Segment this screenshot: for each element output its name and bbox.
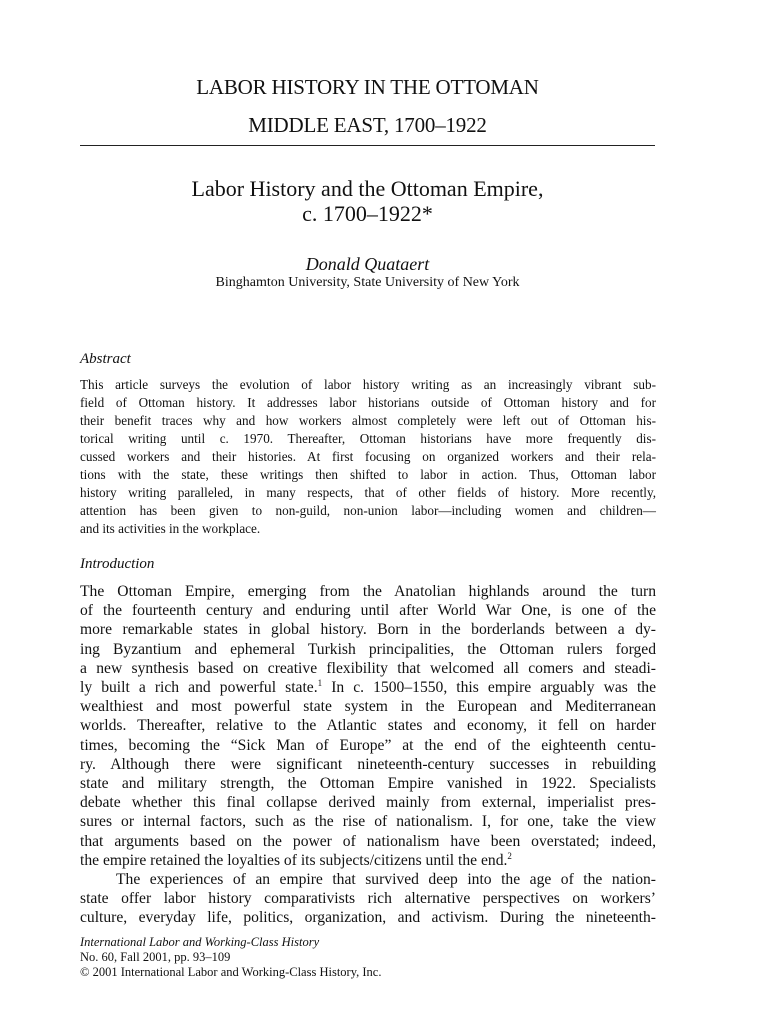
abstract-line: This article surveys the evolution of labor history writing as an increasingly vibrant sub- bbox=[80, 377, 656, 392]
article-title-line-2: c. 1700–1922* bbox=[302, 201, 433, 226]
body-line: The experiences of an empire that survived deep into the age of the nation- bbox=[116, 871, 656, 889]
abstract-line: their benefit traces why and how workers almost completely were left out of Ottoman his- bbox=[80, 413, 656, 428]
abstract-line: torical writing until c. 1970. Thereafter, Ottoman historians have more frequently dis- bbox=[80, 431, 656, 446]
body-line: state and military strength, the Ottoman Empire vanished in 1922. Specialists bbox=[80, 775, 656, 793]
article-title bbox=[80, 176, 655, 226]
article-title-line-1: Labor History and the Ottoman Empire, bbox=[191, 176, 544, 201]
introduction-body bbox=[80, 582, 656, 928]
body-line-text: In c. 1500–1550, this empire arguably was the bbox=[322, 679, 657, 697]
abstract-line: attention has been given to non-guild, non-union labor—including women and children— bbox=[80, 503, 656, 518]
body-line-text: ly built a rich and powerful state. bbox=[80, 679, 318, 697]
page-footer bbox=[80, 935, 381, 980]
body-line bbox=[80, 678, 656, 697]
abstract-line: cussed workers and their histories. At first focusing on organized workers and their rela- bbox=[80, 449, 656, 464]
body-line: more remarkable states in global history. Born in the borderlands between a dy- bbox=[80, 621, 656, 639]
journal-section-header bbox=[80, 68, 655, 144]
abstract-line: history writing paralleled, in many respects, that of other fields of history. More recently, bbox=[80, 485, 656, 500]
body-line: times, becoming the “Sick Man of Europe” at the end of the eighteenth centu- bbox=[80, 736, 656, 754]
body-line: ing Byzantium and ephemeral Turkish principalities, the Ottoman rulers forged bbox=[80, 640, 656, 658]
body-line: wealthiest and most powerful state system in the European and Mediterranean bbox=[80, 698, 656, 716]
section-header-line-1: LABOR HISTORY IN THE OTTOMAN bbox=[196, 75, 539, 99]
abstract-line: and its activities in the workplace. bbox=[80, 521, 261, 536]
footnote-ref-2[interactable]: 2 bbox=[507, 850, 512, 861]
abstract-line: tions with the state, these writings then shifted to labor in action. Thus, Ottoman labor bbox=[80, 467, 656, 482]
section-header-line-2: MIDDLE EAST, 1700–1922 bbox=[248, 113, 487, 137]
body-line: sures or internal factors, such as the rise of nationalism. I, for one, take the view bbox=[80, 813, 656, 831]
abstract-line: field of Ottoman history. It addresses labor historians outside of Ottoman history and for bbox=[80, 395, 656, 410]
body-line: worlds. Thereafter, relative to the Atlantic states and economy, it fell on harder bbox=[80, 717, 656, 735]
body-line: that arguments based on the power of nationalism have been overstated; indeed, bbox=[80, 832, 656, 850]
body-line: a new synthesis based on creative flexibility that welcomed all comers and steadi- bbox=[80, 659, 656, 677]
author-name: Donald Quataert bbox=[305, 254, 430, 274]
body-line: state offer labor history comparativists rich alternative perspectives on workers’ bbox=[80, 890, 656, 908]
body-line: of the fourteenth century and enduring until after World War One, is one of the bbox=[80, 602, 656, 620]
footer-journal-name: International Labor and Working-Class History bbox=[80, 935, 320, 949]
body-line: debate whether this final collapse derived mainly from external, imperialist pres- bbox=[80, 794, 656, 812]
footer-issue: No. 60, Fall 2001, pp. 93–109 bbox=[80, 950, 231, 964]
body-line: The Ottoman Empire, emerging from the Anatolian highlands around the turn bbox=[80, 583, 656, 600]
abstract-body bbox=[80, 376, 656, 538]
header-divider bbox=[80, 145, 655, 146]
introduction-heading: Introduction bbox=[80, 556, 155, 572]
footer-copyright: © 2001 International Labor and Working-Class History, Inc. bbox=[80, 965, 382, 979]
body-line: ry. Although there were significant nineteenth-century successes in rebuilding bbox=[80, 755, 656, 773]
body-line bbox=[80, 851, 656, 870]
abstract-heading: Abstract bbox=[80, 351, 131, 367]
body-line-text: the empire retained the loyalties of its subjects/citizens until the end. bbox=[80, 851, 508, 869]
author-affiliation: Binghamton University, State University of New York bbox=[215, 275, 520, 290]
body-line: culture, everyday life, politics, organization, and activism. During the nineteenth- bbox=[80, 909, 656, 927]
footnote-ref-1[interactable]: 1 bbox=[317, 678, 323, 689]
